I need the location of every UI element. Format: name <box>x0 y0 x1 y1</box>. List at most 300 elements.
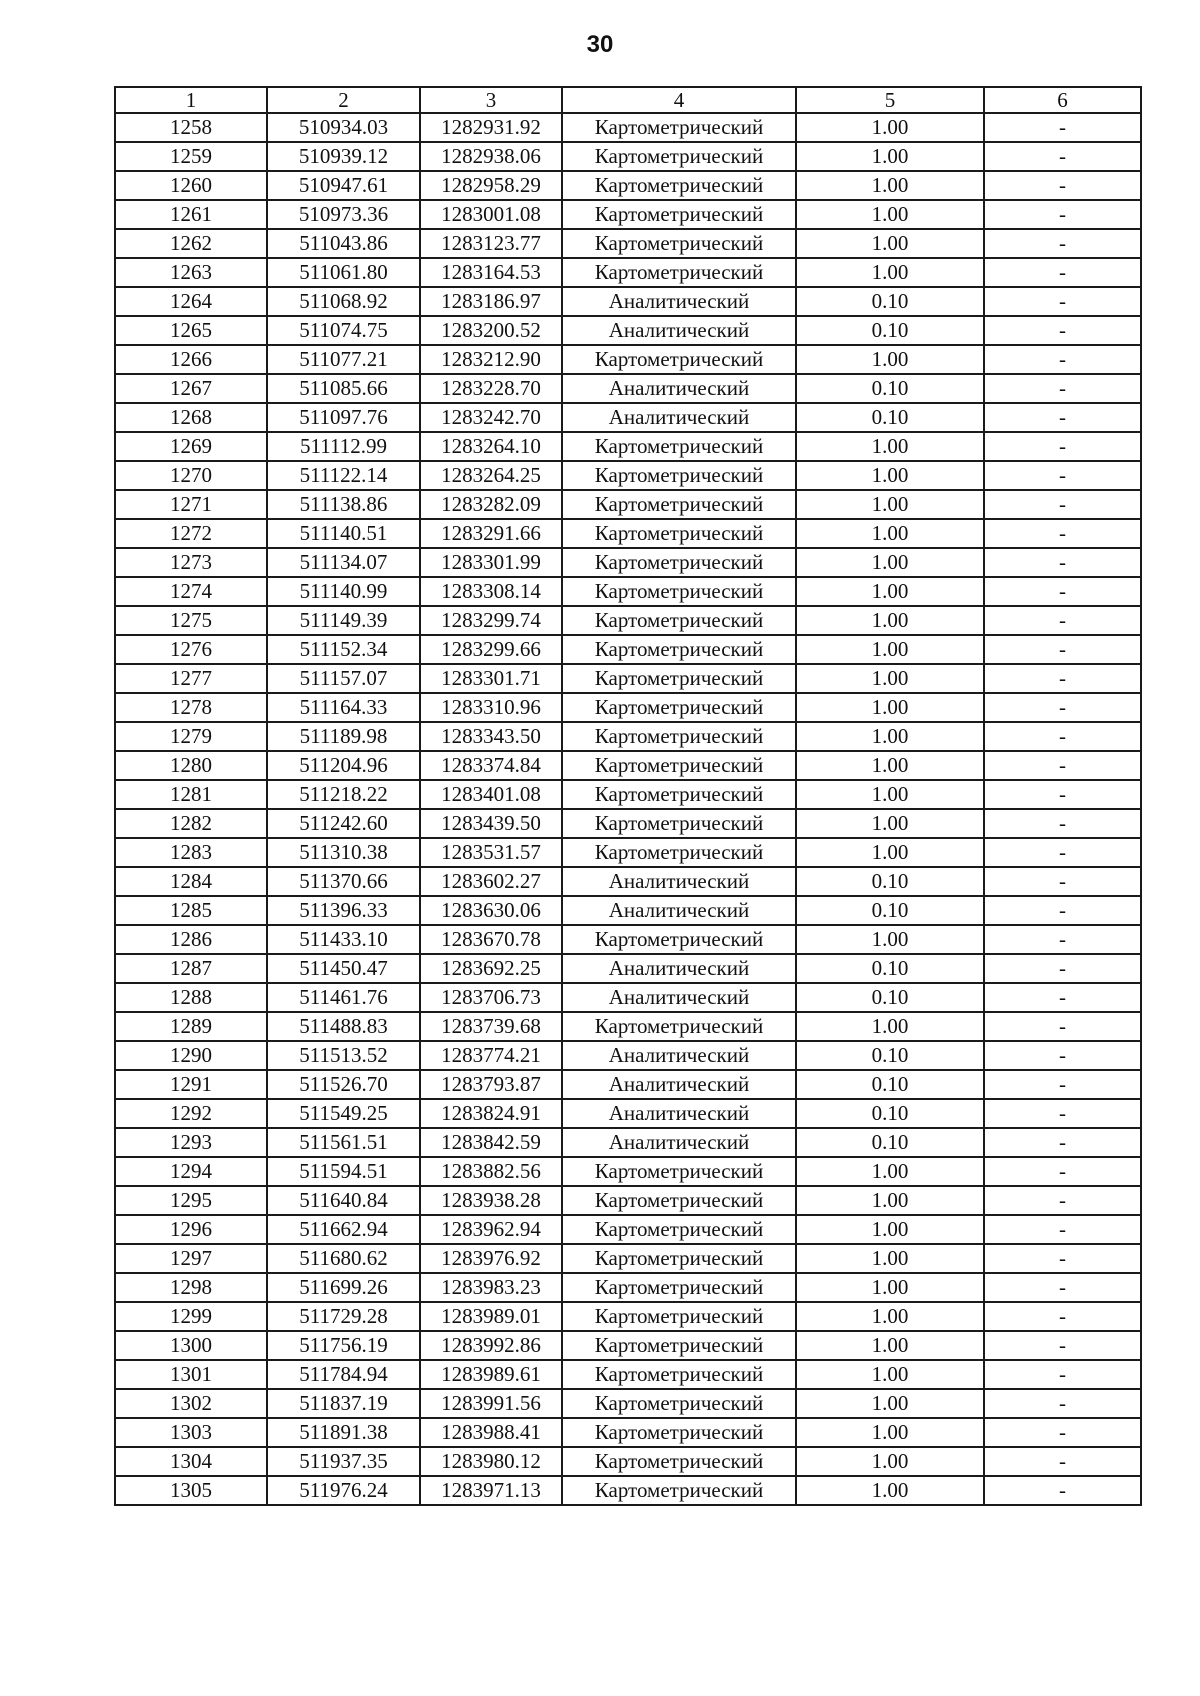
method-cell: Картометрический <box>562 1389 796 1418</box>
point-number-cell: 1268 <box>115 403 267 432</box>
point-number-cell: 1294 <box>115 1157 267 1186</box>
method-cell: Картометрический <box>562 258 796 287</box>
table-row <box>115 722 1141 751</box>
note-cell: - <box>984 287 1141 316</box>
header-cell: 5 <box>796 87 984 113</box>
note-cell: - <box>984 1418 1141 1447</box>
accuracy-cell: 1.00 <box>796 635 984 664</box>
method-cell: Картометрический <box>562 200 796 229</box>
table-row <box>115 896 1141 925</box>
table-row <box>115 867 1141 896</box>
point-number-cell: 1305 <box>115 1476 267 1505</box>
y-coordinate-cell: 1283976.92 <box>420 1244 562 1273</box>
accuracy-cell: 1.00 <box>796 548 984 577</box>
method-cell: Картометрический <box>562 809 796 838</box>
note-cell: - <box>984 171 1141 200</box>
y-coordinate-cell: 1283824.91 <box>420 1099 562 1128</box>
method-cell: Картометрический <box>562 1331 796 1360</box>
y-coordinate-cell: 1283282.09 <box>420 490 562 519</box>
y-coordinate-cell: 1283299.74 <box>420 606 562 635</box>
table-row <box>115 809 1141 838</box>
table-row <box>115 1128 1141 1157</box>
note-cell: - <box>984 316 1141 345</box>
accuracy-cell: 1.00 <box>796 664 984 693</box>
x-coordinate-cell: 511837.19 <box>267 1389 420 1418</box>
note-cell: - <box>984 432 1141 461</box>
y-coordinate-cell: 1282958.29 <box>420 171 562 200</box>
table-row <box>115 925 1141 954</box>
y-coordinate-cell: 1283186.97 <box>420 287 562 316</box>
accuracy-cell: 1.00 <box>796 171 984 200</box>
y-coordinate-cell: 1283670.78 <box>420 925 562 954</box>
note-cell: - <box>984 1244 1141 1273</box>
note-cell: - <box>984 374 1141 403</box>
table-row <box>115 954 1141 983</box>
point-number-cell: 1261 <box>115 200 267 229</box>
x-coordinate-cell: 511068.92 <box>267 287 420 316</box>
method-cell: Картометрический <box>562 780 796 809</box>
method-cell: Картометрический <box>562 345 796 374</box>
y-coordinate-cell: 1283988.41 <box>420 1418 562 1447</box>
accuracy-cell: 1.00 <box>796 1012 984 1041</box>
x-coordinate-cell: 511450.47 <box>267 954 420 983</box>
table-row <box>115 345 1141 374</box>
y-coordinate-cell: 1283200.52 <box>420 316 562 345</box>
accuracy-cell: 1.00 <box>796 1418 984 1447</box>
accuracy-cell: 1.00 <box>796 809 984 838</box>
table-row <box>115 1041 1141 1070</box>
method-cell: Картометрический <box>562 577 796 606</box>
accuracy-cell: 1.00 <box>796 490 984 519</box>
accuracy-cell: 1.00 <box>796 1157 984 1186</box>
y-coordinate-cell: 1283343.50 <box>420 722 562 751</box>
note-cell: - <box>984 983 1141 1012</box>
point-number-cell: 1270 <box>115 461 267 490</box>
header-cell: 2 <box>267 87 420 113</box>
y-coordinate-cell: 1283991.56 <box>420 1389 562 1418</box>
table-row <box>115 1099 1141 1128</box>
method-cell: Картометрический <box>562 548 796 577</box>
y-coordinate-cell: 1283980.12 <box>420 1447 562 1476</box>
method-cell: Картометрический <box>562 693 796 722</box>
note-cell: - <box>984 635 1141 664</box>
accuracy-cell: 1.00 <box>796 1360 984 1389</box>
x-coordinate-cell: 511729.28 <box>267 1302 420 1331</box>
y-coordinate-cell: 1283439.50 <box>420 809 562 838</box>
method-cell: Картометрический <box>562 664 796 693</box>
table-row <box>115 635 1141 664</box>
y-coordinate-cell: 1283123.77 <box>420 229 562 258</box>
note-cell: - <box>984 258 1141 287</box>
x-coordinate-cell: 511122.14 <box>267 461 420 490</box>
method-cell: Картометрический <box>562 1215 796 1244</box>
table-row <box>115 838 1141 867</box>
point-number-cell: 1303 <box>115 1418 267 1447</box>
x-coordinate-cell: 511157.07 <box>267 664 420 693</box>
page-number: 30 <box>586 31 614 58</box>
header-cell: 3 <box>420 87 562 113</box>
point-number-cell: 1279 <box>115 722 267 751</box>
y-coordinate-cell: 1282938.06 <box>420 142 562 171</box>
table-row <box>115 142 1141 171</box>
accuracy-cell: 1.00 <box>796 345 984 374</box>
point-number-cell: 1300 <box>115 1331 267 1360</box>
x-coordinate-cell: 511526.70 <box>267 1070 420 1099</box>
point-number-cell: 1272 <box>115 519 267 548</box>
note-cell: - <box>984 345 1141 374</box>
note-cell: - <box>984 1476 1141 1505</box>
note-cell: - <box>984 1012 1141 1041</box>
x-coordinate-cell: 511662.94 <box>267 1215 420 1244</box>
x-coordinate-cell: 511097.76 <box>267 403 420 432</box>
x-coordinate-cell: 511433.10 <box>267 925 420 954</box>
accuracy-cell: 1.00 <box>796 751 984 780</box>
x-coordinate-cell: 511756.19 <box>267 1331 420 1360</box>
method-cell: Картометрический <box>562 635 796 664</box>
y-coordinate-cell: 1283310.96 <box>420 693 562 722</box>
x-coordinate-cell: 511218.22 <box>267 780 420 809</box>
method-cell: Аналитический <box>562 1041 796 1070</box>
x-coordinate-cell: 511164.33 <box>267 693 420 722</box>
note-cell: - <box>984 780 1141 809</box>
x-coordinate-cell: 511134.07 <box>267 548 420 577</box>
note-cell: - <box>984 113 1141 142</box>
point-number-cell: 1265 <box>115 316 267 345</box>
method-cell: Картометрический <box>562 1447 796 1476</box>
x-coordinate-cell: 511242.60 <box>267 809 420 838</box>
table-row <box>115 780 1141 809</box>
accuracy-cell: 1.00 <box>796 200 984 229</box>
accuracy-cell: 0.10 <box>796 1128 984 1157</box>
y-coordinate-cell: 1283774.21 <box>420 1041 562 1070</box>
x-coordinate-cell: 510939.12 <box>267 142 420 171</box>
accuracy-cell: 1.00 <box>796 780 984 809</box>
x-coordinate-cell: 511152.34 <box>267 635 420 664</box>
accuracy-cell: 1.00 <box>796 519 984 548</box>
note-cell: - <box>984 1389 1141 1418</box>
point-number-cell: 1286 <box>115 925 267 954</box>
point-number-cell: 1301 <box>115 1360 267 1389</box>
note-cell: - <box>984 896 1141 925</box>
table-row <box>115 751 1141 780</box>
point-number-cell: 1288 <box>115 983 267 1012</box>
method-cell: Аналитический <box>562 403 796 432</box>
table-row <box>115 983 1141 1012</box>
y-coordinate-cell: 1283938.28 <box>420 1186 562 1215</box>
note-cell: - <box>984 1215 1141 1244</box>
point-number-cell: 1284 <box>115 867 267 896</box>
point-number-cell: 1283 <box>115 838 267 867</box>
note-cell: - <box>984 838 1141 867</box>
x-coordinate-cell: 511488.83 <box>267 1012 420 1041</box>
table-row <box>115 1331 1141 1360</box>
x-coordinate-cell: 511077.21 <box>267 345 420 374</box>
y-coordinate-cell: 1283264.10 <box>420 432 562 461</box>
y-coordinate-cell: 1283602.27 <box>420 867 562 896</box>
method-cell: Аналитический <box>562 867 796 896</box>
table-row <box>115 1447 1141 1476</box>
accuracy-cell: 1.00 <box>796 1302 984 1331</box>
x-coordinate-cell: 511149.39 <box>267 606 420 635</box>
accuracy-cell: 1.00 <box>796 142 984 171</box>
point-number-cell: 1287 <box>115 954 267 983</box>
method-cell: Картометрический <box>562 1157 796 1186</box>
y-coordinate-cell: 1283692.25 <box>420 954 562 983</box>
header-cell: 4 <box>562 87 796 113</box>
x-coordinate-cell: 511976.24 <box>267 1476 420 1505</box>
method-cell: Картометрический <box>562 1302 796 1331</box>
method-cell: Картометрический <box>562 519 796 548</box>
accuracy-cell: 1.00 <box>796 113 984 142</box>
y-coordinate-cell: 1283374.84 <box>420 751 562 780</box>
x-coordinate-cell: 511699.26 <box>267 1273 420 1302</box>
accuracy-cell: 1.00 <box>796 925 984 954</box>
table-row <box>115 200 1141 229</box>
note-cell: - <box>984 577 1141 606</box>
method-cell: Картометрический <box>562 229 796 258</box>
table-row <box>115 548 1141 577</box>
point-number-cell: 1266 <box>115 345 267 374</box>
method-cell: Картометрический <box>562 606 796 635</box>
y-coordinate-cell: 1283739.68 <box>420 1012 562 1041</box>
x-coordinate-cell: 511937.35 <box>267 1447 420 1476</box>
y-coordinate-cell: 1283983.23 <box>420 1273 562 1302</box>
note-cell: - <box>984 142 1141 171</box>
y-coordinate-cell: 1283301.71 <box>420 664 562 693</box>
point-number-cell: 1290 <box>115 1041 267 1070</box>
y-coordinate-cell: 1283308.14 <box>420 577 562 606</box>
point-number-cell: 1275 <box>115 606 267 635</box>
accuracy-cell: 1.00 <box>796 432 984 461</box>
table-row <box>115 1418 1141 1447</box>
y-coordinate-cell: 1283164.53 <box>420 258 562 287</box>
note-cell: - <box>984 867 1141 896</box>
table-row <box>115 577 1141 606</box>
note-cell: - <box>984 1186 1141 1215</box>
note-cell: - <box>984 1041 1141 1070</box>
point-number-cell: 1259 <box>115 142 267 171</box>
point-number-cell: 1296 <box>115 1215 267 1244</box>
x-coordinate-cell: 511594.51 <box>267 1157 420 1186</box>
accuracy-cell: 0.10 <box>796 403 984 432</box>
x-coordinate-cell: 511204.96 <box>267 751 420 780</box>
accuracy-cell: 1.00 <box>796 1389 984 1418</box>
table-row <box>115 287 1141 316</box>
accuracy-cell: 1.00 <box>796 722 984 751</box>
accuracy-cell: 1.00 <box>796 693 984 722</box>
accuracy-cell: 0.10 <box>796 954 984 983</box>
x-coordinate-cell: 511549.25 <box>267 1099 420 1128</box>
method-cell: Аналитический <box>562 983 796 1012</box>
y-coordinate-cell: 1283962.94 <box>420 1215 562 1244</box>
accuracy-cell: 1.00 <box>796 1331 984 1360</box>
note-cell: - <box>984 1157 1141 1186</box>
x-coordinate-cell: 511085.66 <box>267 374 420 403</box>
note-cell: - <box>984 954 1141 983</box>
coordinates-table <box>114 86 1142 1506</box>
y-coordinate-cell: 1283989.61 <box>420 1360 562 1389</box>
table-row <box>115 1186 1141 1215</box>
note-cell: - <box>984 461 1141 490</box>
method-cell: Картометрический <box>562 838 796 867</box>
x-coordinate-cell: 511396.33 <box>267 896 420 925</box>
note-cell: - <box>984 751 1141 780</box>
x-coordinate-cell: 511640.84 <box>267 1186 420 1215</box>
y-coordinate-cell: 1283291.66 <box>420 519 562 548</box>
y-coordinate-cell: 1283242.70 <box>420 403 562 432</box>
x-coordinate-cell: 511061.80 <box>267 258 420 287</box>
x-coordinate-cell: 511138.86 <box>267 490 420 519</box>
note-cell: - <box>984 1447 1141 1476</box>
y-coordinate-cell: 1283793.87 <box>420 1070 562 1099</box>
method-cell: Аналитический <box>562 1128 796 1157</box>
method-cell: Аналитический <box>562 287 796 316</box>
x-coordinate-cell: 511680.62 <box>267 1244 420 1273</box>
table-row <box>115 664 1141 693</box>
table-row <box>115 693 1141 722</box>
table-row <box>115 258 1141 287</box>
table-row <box>115 316 1141 345</box>
method-cell: Аналитический <box>562 1099 796 1128</box>
note-cell: - <box>984 664 1141 693</box>
y-coordinate-cell: 1283971.13 <box>420 1476 562 1505</box>
x-coordinate-cell: 511461.76 <box>267 983 420 1012</box>
note-cell: - <box>984 1302 1141 1331</box>
y-coordinate-cell: 1283301.99 <box>420 548 562 577</box>
point-number-cell: 1264 <box>115 287 267 316</box>
point-number-cell: 1277 <box>115 664 267 693</box>
table-row <box>115 432 1141 461</box>
header-cell: 1 <box>115 87 267 113</box>
y-coordinate-cell: 1283228.70 <box>420 374 562 403</box>
point-number-cell: 1289 <box>115 1012 267 1041</box>
table-row <box>115 403 1141 432</box>
method-cell: Аналитический <box>562 374 796 403</box>
accuracy-cell: 1.00 <box>796 577 984 606</box>
note-cell: - <box>984 229 1141 258</box>
table-row <box>115 461 1141 490</box>
method-cell: Картометрический <box>562 461 796 490</box>
x-coordinate-cell: 511112.99 <box>267 432 420 461</box>
accuracy-cell: 1.00 <box>796 838 984 867</box>
point-number-cell: 1278 <box>115 693 267 722</box>
point-number-cell: 1273 <box>115 548 267 577</box>
note-cell: - <box>984 606 1141 635</box>
table-row <box>115 1360 1141 1389</box>
point-number-cell: 1293 <box>115 1128 267 1157</box>
point-number-cell: 1276 <box>115 635 267 664</box>
accuracy-cell: 0.10 <box>796 983 984 1012</box>
note-cell: - <box>984 548 1141 577</box>
y-coordinate-cell: 1283630.06 <box>420 896 562 925</box>
method-cell: Аналитический <box>562 316 796 345</box>
method-cell: Картометрический <box>562 142 796 171</box>
note-cell: - <box>984 925 1141 954</box>
y-coordinate-cell: 1283882.56 <box>420 1157 562 1186</box>
method-cell: Картометрический <box>562 171 796 200</box>
accuracy-cell: 0.10 <box>796 287 984 316</box>
table-row <box>115 1012 1141 1041</box>
method-cell: Картометрический <box>562 1360 796 1389</box>
point-number-cell: 1292 <box>115 1099 267 1128</box>
x-coordinate-cell: 511784.94 <box>267 1360 420 1389</box>
y-coordinate-cell: 1283299.66 <box>420 635 562 664</box>
accuracy-cell: 0.10 <box>796 1099 984 1128</box>
point-number-cell: 1263 <box>115 258 267 287</box>
method-cell: Картометрический <box>562 722 796 751</box>
accuracy-cell: 0.10 <box>796 896 984 925</box>
accuracy-cell: 1.00 <box>796 1215 984 1244</box>
y-coordinate-cell: 1283531.57 <box>420 838 562 867</box>
note-cell: - <box>984 1099 1141 1128</box>
x-coordinate-cell: 511140.99 <box>267 577 420 606</box>
y-coordinate-cell: 1283401.08 <box>420 780 562 809</box>
table-row <box>115 519 1141 548</box>
y-coordinate-cell: 1282931.92 <box>420 113 562 142</box>
table-row <box>115 1215 1141 1244</box>
point-number-cell: 1260 <box>115 171 267 200</box>
x-coordinate-cell: 511074.75 <box>267 316 420 345</box>
table-row <box>115 1244 1141 1273</box>
table-row <box>115 229 1141 258</box>
note-cell: - <box>984 693 1141 722</box>
point-number-cell: 1295 <box>115 1186 267 1215</box>
method-cell: Картометрический <box>562 1186 796 1215</box>
point-number-cell: 1269 <box>115 432 267 461</box>
x-coordinate-cell: 511513.52 <box>267 1041 420 1070</box>
point-number-cell: 1299 <box>115 1302 267 1331</box>
point-number-cell: 1297 <box>115 1244 267 1273</box>
accuracy-cell: 0.10 <box>796 1070 984 1099</box>
note-cell: - <box>984 519 1141 548</box>
y-coordinate-cell: 1283989.01 <box>420 1302 562 1331</box>
point-number-cell: 1302 <box>115 1389 267 1418</box>
accuracy-cell: 0.10 <box>796 374 984 403</box>
table-row <box>115 1302 1141 1331</box>
point-number-cell: 1304 <box>115 1447 267 1476</box>
table-row <box>115 1273 1141 1302</box>
accuracy-cell: 1.00 <box>796 1476 984 1505</box>
y-coordinate-cell: 1283264.25 <box>420 461 562 490</box>
method-cell: Картометрический <box>562 490 796 519</box>
table-row <box>115 1389 1141 1418</box>
accuracy-cell: 1.00 <box>796 606 984 635</box>
note-cell: - <box>984 722 1141 751</box>
method-cell: Картометрический <box>562 113 796 142</box>
note-cell: - <box>984 809 1141 838</box>
note-cell: - <box>984 200 1141 229</box>
accuracy-cell: 1.00 <box>796 229 984 258</box>
table-body <box>115 87 1141 1505</box>
accuracy-cell: 0.10 <box>796 1041 984 1070</box>
y-coordinate-cell: 1283842.59 <box>420 1128 562 1157</box>
x-coordinate-cell: 511189.98 <box>267 722 420 751</box>
method-cell: Картометрический <box>562 1418 796 1447</box>
point-number-cell: 1262 <box>115 229 267 258</box>
point-number-cell: 1291 <box>115 1070 267 1099</box>
method-cell: Картометрический <box>562 1012 796 1041</box>
accuracy-cell: 0.10 <box>796 316 984 345</box>
point-number-cell: 1281 <box>115 780 267 809</box>
accuracy-cell: 1.00 <box>796 461 984 490</box>
accuracy-cell: 1.00 <box>796 1244 984 1273</box>
x-coordinate-cell: 510973.36 <box>267 200 420 229</box>
x-coordinate-cell: 511043.86 <box>267 229 420 258</box>
point-number-cell: 1274 <box>115 577 267 606</box>
x-coordinate-cell: 511140.51 <box>267 519 420 548</box>
y-coordinate-cell: 1283212.90 <box>420 345 562 374</box>
note-cell: - <box>984 1273 1141 1302</box>
